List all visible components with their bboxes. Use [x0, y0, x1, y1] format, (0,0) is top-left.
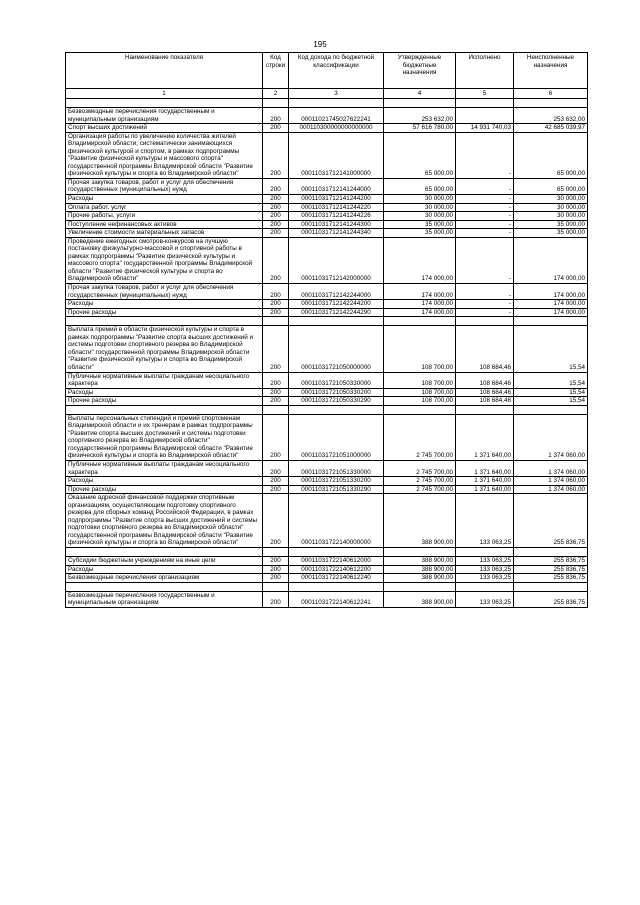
income-code: 00011031721050330000 [289, 372, 384, 388]
indicator-name: Безвозмездные перечисления государственным и муниципальным организациям [66, 108, 263, 124]
approved-amount: 2 745 700,00 [384, 460, 456, 476]
approved-amount: 30 000,00 [384, 195, 456, 204]
column-number-row [66, 89, 588, 99]
line-code: 200 [263, 300, 289, 309]
line-code: 200 [263, 132, 289, 178]
spacer-cell [289, 405, 384, 414]
income-code: 00011031721050330200 [289, 388, 384, 397]
income-code: 000110300000000000000 [289, 124, 384, 133]
executed-amount: - [456, 132, 514, 178]
line-code: 200 [263, 178, 289, 194]
approved-amount: 388 900,00 [384, 565, 456, 574]
spacer-cell [66, 582, 263, 591]
unexecuted-amount: 15,54 [514, 397, 588, 406]
approved-amount: 174 000,00 [384, 308, 456, 317]
column-number: 2 [263, 89, 289, 99]
table-row [66, 414, 588, 460]
table-row [66, 574, 588, 583]
indicator-name: Расходы [66, 477, 263, 486]
column-number: 1 [66, 89, 263, 99]
executed-amount: 133 063,25 [456, 494, 514, 548]
spacer-cell [514, 99, 588, 108]
unexecuted-amount: 35 000,00 [514, 229, 588, 238]
approved-amount: 57 616 780,00 [384, 124, 456, 133]
executed-amount: - [456, 308, 514, 317]
line-code: 200 [263, 414, 289, 460]
unexecuted-amount: 255 836,75 [514, 574, 588, 583]
indicator-name: Безвозмездные перечисления государственным и муниципальным организациям [66, 591, 263, 607]
income-code: 00011031721050330290 [289, 397, 384, 406]
unexecuted-amount: 174 000,00 [514, 308, 588, 317]
indicator-name: Прочие расходы [66, 397, 263, 406]
approved-amount: 108 700,00 [384, 388, 456, 397]
table-row [66, 178, 588, 194]
table-row [66, 212, 588, 221]
indicator-name: Организация работы по увеличению количества жителей Владимирской области, систематически занимающихся физической культурой и спортом, в рамках подпрограммы "Развитие физической культуры и массового спорта" государственной программы Владимирской области "Развитие физической культуры и спорта во Владимирской области" [66, 132, 263, 178]
executed-amount: - [456, 178, 514, 194]
spacer-cell [263, 405, 289, 414]
executed-amount: - [456, 229, 514, 238]
spacer-cell [263, 317, 289, 326]
line-code: 200 [263, 237, 289, 283]
approved-amount: 65 000,00 [384, 132, 456, 178]
table-row [66, 284, 588, 300]
indicator-name: Прочие расходы [66, 308, 263, 317]
line-code: 200 [263, 591, 289, 607]
spacer-cell [66, 99, 263, 108]
unexecuted-amount: 1 374 060,00 [514, 414, 588, 460]
unexecuted-amount: 42 685 039,97 [514, 124, 588, 133]
indicator-name: Оказание адресной финансовой поддержки спортивным организациям, осуществляющим подготовку спортивного резерва для сборных команд Российской Федерации, в рамках подпрограммы "Развитие спорта высших достижений и системы подготовки спортивного резерва во Владимирской области" государственной программы Владимирской области "Развитие физической культуры и спорта во Владимирской области" [66, 494, 263, 548]
income-code: 00011031712141244226 [289, 212, 384, 221]
unexecuted-amount: 255 836,75 [514, 591, 588, 607]
spacer-cell [263, 547, 289, 556]
indicator-name: Оплата работ, услуг [66, 203, 263, 212]
table-row [66, 237, 588, 283]
indicator-name: Расходы [66, 195, 263, 204]
executed-amount: - [456, 220, 514, 229]
table-row [66, 195, 588, 204]
spacer-cell [263, 582, 289, 591]
spacer-row [66, 317, 588, 326]
executed-amount: - [456, 284, 514, 300]
table-header-row [66, 53, 588, 89]
executed-amount: 133 063,25 [456, 565, 514, 574]
line-code: 200 [263, 397, 289, 406]
unexecuted-amount: 1 374 060,00 [514, 477, 588, 486]
income-code: 00011031712141244220 [289, 203, 384, 212]
approved-amount: 30 000,00 [384, 212, 456, 221]
table-row [66, 565, 588, 574]
line-code: 200 [263, 212, 289, 221]
header-unexecuted: Неисполненные назначения [514, 53, 588, 89]
approved-amount: 388 900,00 [384, 574, 456, 583]
table-row [66, 229, 588, 238]
spacer-cell [514, 405, 588, 414]
line-code: 200 [263, 388, 289, 397]
indicator-name: Выплата премий в области физической культуры и спорта в рамках подпрограммы "Развитие спорта высших достижений и системы подготовки спортивного резерва во Владимирской области" государственной программы Владимирской области "Развитие физической культуры и спорта во Владимирской области" [66, 326, 263, 372]
table-row [66, 220, 588, 229]
spacer-row [66, 547, 588, 556]
approved-amount: 35 000,00 [384, 220, 456, 229]
spacer-cell [66, 405, 263, 414]
unexecuted-amount: 15,54 [514, 326, 588, 372]
unexecuted-amount: 255 836,75 [514, 565, 588, 574]
unexecuted-amount: 174 000,00 [514, 237, 588, 283]
income-code: 00011031712142000000 [289, 237, 384, 283]
spacer-cell [514, 317, 588, 326]
income-code: 00011031712141244340 [289, 229, 384, 238]
column-number: 6 [514, 89, 588, 99]
income-code: 00011031712141244200 [289, 195, 384, 204]
unexecuted-amount: 30 000,00 [514, 203, 588, 212]
executed-amount: - [456, 203, 514, 212]
income-code: 00011031722140000000 [289, 494, 384, 548]
budget-execution-table [65, 52, 588, 608]
executed-amount: - [456, 300, 514, 309]
income-code: 00011031722140612200 [289, 565, 384, 574]
table-row [66, 308, 588, 317]
unexecuted-amount: 1 374 060,00 [514, 460, 588, 476]
line-code: 200 [263, 308, 289, 317]
table-row [66, 132, 588, 178]
spacer-cell [66, 547, 263, 556]
indicator-name: Расходы [66, 388, 263, 397]
unexecuted-amount: 174 000,00 [514, 300, 588, 309]
indicator-name: Поступление нефинансовых активов [66, 220, 263, 229]
header-approved: Утвержденные бюджетные назначения [384, 53, 456, 89]
unexecuted-amount: 15,54 [514, 388, 588, 397]
indicator-name: Проведение ежегодных смотров-конкурсов на лучшую постановку физкультурно-массовой и спортивной работы в рамках подпрограммы "Развитие физической культуры и массового спорта" государственной программы Владимирской области "Развитие физической культуры и спорта во Владимирской области" [66, 237, 263, 283]
spacer-cell [384, 582, 456, 591]
executed-amount: 133 063,25 [456, 574, 514, 583]
indicator-name: Прочие работы, услуги [66, 212, 263, 221]
line-code: 200 [263, 485, 289, 494]
line-code: 200 [263, 229, 289, 238]
income-code: 00011031712141244300 [289, 220, 384, 229]
spacer-cell [289, 99, 384, 108]
unexecuted-amount: 30 000,00 [514, 212, 588, 221]
column-number: 3 [289, 89, 384, 99]
table-row [66, 124, 588, 133]
spacer-cell [384, 405, 456, 414]
indicator-name: Прочая закупка товаров, работ и услуг для обеспечения государственных (муниципальных) нужд [66, 284, 263, 300]
approved-amount: 174 000,00 [384, 237, 456, 283]
indicator-name: Увеличение стоимости материальных запасов [66, 229, 263, 238]
spacer-cell [384, 99, 456, 108]
line-code: 200 [263, 326, 289, 372]
line-code: 200 [263, 460, 289, 476]
income-code: 00011031712141000000 [289, 132, 384, 178]
approved-amount: 35 000,00 [384, 229, 456, 238]
table-row [66, 203, 588, 212]
spacer-cell [66, 317, 263, 326]
table-row [66, 372, 588, 388]
table-row [66, 300, 588, 309]
income-code: 00011031721050000000 [289, 326, 384, 372]
unexecuted-amount: 174 000,00 [514, 284, 588, 300]
approved-amount: 388 900,00 [384, 591, 456, 607]
page-number: 195 [313, 40, 327, 49]
approved-amount: 388 900,00 [384, 494, 456, 548]
spacer-cell [456, 547, 514, 556]
indicator-name: Публичные нормативные выплаты гражданам несоциального характера [66, 372, 263, 388]
income-code: 00011031722140612000 [289, 556, 384, 565]
unexecuted-amount: 65 000,00 [514, 132, 588, 178]
income-code: 00011031721051330000 [289, 460, 384, 476]
line-code: 200 [263, 494, 289, 548]
income-code: 00011031721051330290 [289, 485, 384, 494]
indicator-name: Публичные нормативные выплаты гражданам несоциального характера [66, 460, 263, 476]
approved-amount: 2 745 700,00 [384, 477, 456, 486]
income-code: 00011031712141244000 [289, 178, 384, 194]
approved-amount: 65 000,00 [384, 178, 456, 194]
unexecuted-amount: 30 000,00 [514, 195, 588, 204]
line-code: 200 [263, 565, 289, 574]
executed-amount: - [456, 212, 514, 221]
executed-amount: 1 371 640,00 [456, 460, 514, 476]
approved-amount: 388 900,00 [384, 556, 456, 565]
spacer-cell [456, 317, 514, 326]
approved-amount: 253 632,00 [384, 108, 456, 124]
line-code: 200 [263, 574, 289, 583]
spacer-cell [289, 547, 384, 556]
table-row [66, 397, 588, 406]
line-code: 200 [263, 556, 289, 565]
indicator-name: Субсидии бюджетным учреждениям на иные цели [66, 556, 263, 565]
unexecuted-amount: 15,54 [514, 372, 588, 388]
table-row [66, 556, 588, 565]
header-executed: Исполнено [456, 53, 514, 89]
executed-amount: 1 371 640,00 [456, 477, 514, 486]
approved-amount: 2 745 700,00 [384, 485, 456, 494]
income-code: 00011031722140612240 [289, 574, 384, 583]
unexecuted-amount: 253 632,00 [514, 108, 588, 124]
indicator-name: Выплаты персональных стипендий и премий спортсменам Владимирской области и их тренерам в рамках подпрограммы "Развитие спорта высших достижений и системы подготовки спортивного резерва во Владимирской области" государственной программы Владимирской области "Развитие физической культуры и спорта во Владимирской области" [66, 414, 263, 460]
spacer-cell [263, 99, 289, 108]
line-code: 200 [263, 108, 289, 124]
approved-amount: 174 000,00 [384, 284, 456, 300]
executed-amount: 133 063,25 [456, 591, 514, 607]
approved-amount: 108 700,00 [384, 397, 456, 406]
indicator-name: Расходы [66, 565, 263, 574]
income-code: 00011031712142244200 [289, 300, 384, 309]
table-row [66, 460, 588, 476]
spacer-cell [456, 99, 514, 108]
executed-amount: 108 684,46 [456, 372, 514, 388]
indicator-name: Расходы [66, 300, 263, 309]
unexecuted-amount: 255 836,75 [514, 556, 588, 565]
income-code: 00011031721051000000 [289, 414, 384, 460]
table-row [66, 477, 588, 486]
line-code: 200 [263, 220, 289, 229]
approved-amount: 30 000,00 [384, 203, 456, 212]
executed-amount: 108 684,46 [456, 388, 514, 397]
unexecuted-amount: 1 374 060,00 [514, 485, 588, 494]
unexecuted-amount: 65 000,00 [514, 178, 588, 194]
approved-amount: 108 700,00 [384, 372, 456, 388]
indicator-name: Спорт высших достижений [66, 124, 263, 133]
line-code: 200 [263, 372, 289, 388]
executed-amount: 133 063,25 [456, 556, 514, 565]
indicator-name: Прочая закупка товаров, работ и услуг для обеспечения государственных (муниципальных) нужд [66, 178, 263, 194]
table-body [66, 99, 588, 608]
executed-amount [456, 108, 514, 124]
approved-amount: 2 745 700,00 [384, 414, 456, 460]
table-row [66, 485, 588, 494]
table-row [66, 388, 588, 397]
income-code: 00011031712142244000 [289, 284, 384, 300]
spacer-cell [456, 582, 514, 591]
spacer-cell [289, 317, 384, 326]
line-code: 200 [263, 203, 289, 212]
line-code: 200 [263, 284, 289, 300]
spacer-row [66, 405, 588, 414]
table-row [66, 108, 588, 124]
executed-amount: 108 684,46 [456, 326, 514, 372]
unexecuted-amount: 35 000,00 [514, 220, 588, 229]
spacer-cell [384, 317, 456, 326]
column-number: 4 [384, 89, 456, 99]
unexecuted-amount: 255 836,75 [514, 494, 588, 548]
executed-amount: 1 371 640,00 [456, 414, 514, 460]
spacer-row [66, 99, 588, 108]
executed-amount: 108 684,46 [456, 397, 514, 406]
column-number: 5 [456, 89, 514, 99]
indicator-name: Безвозмездные перечисления организациям [66, 574, 263, 583]
spacer-cell [514, 582, 588, 591]
line-code: 200 [263, 195, 289, 204]
table-row [66, 591, 588, 607]
income-code: 00011031712142244290 [289, 308, 384, 317]
table-row [66, 494, 588, 548]
spacer-cell [456, 405, 514, 414]
spacer-cell [514, 547, 588, 556]
executed-amount: - [456, 237, 514, 283]
indicator-name: Прочие расходы [66, 485, 263, 494]
spacer-row [66, 582, 588, 591]
income-code: 00011021745027622241 [289, 108, 384, 124]
approved-amount: 108 700,00 [384, 326, 456, 372]
line-code: 200 [263, 124, 289, 133]
header-income-code: Код дохода по бюджетной классификации [289, 53, 384, 89]
line-code: 200 [263, 477, 289, 486]
executed-amount: 1 371 640,00 [456, 485, 514, 494]
executed-amount: - [456, 195, 514, 204]
spacer-cell [289, 582, 384, 591]
approved-amount: 174 000,00 [384, 300, 456, 309]
income-code: 00011031721051330200 [289, 477, 384, 486]
header-line-code: Код строки [263, 53, 289, 89]
executed-amount: 14 931 740,03 [456, 124, 514, 133]
spacer-cell [384, 547, 456, 556]
table-row [66, 326, 588, 372]
header-indicator-name: Наименование показателя [66, 53, 263, 89]
income-code: 00011031722140612241 [289, 591, 384, 607]
